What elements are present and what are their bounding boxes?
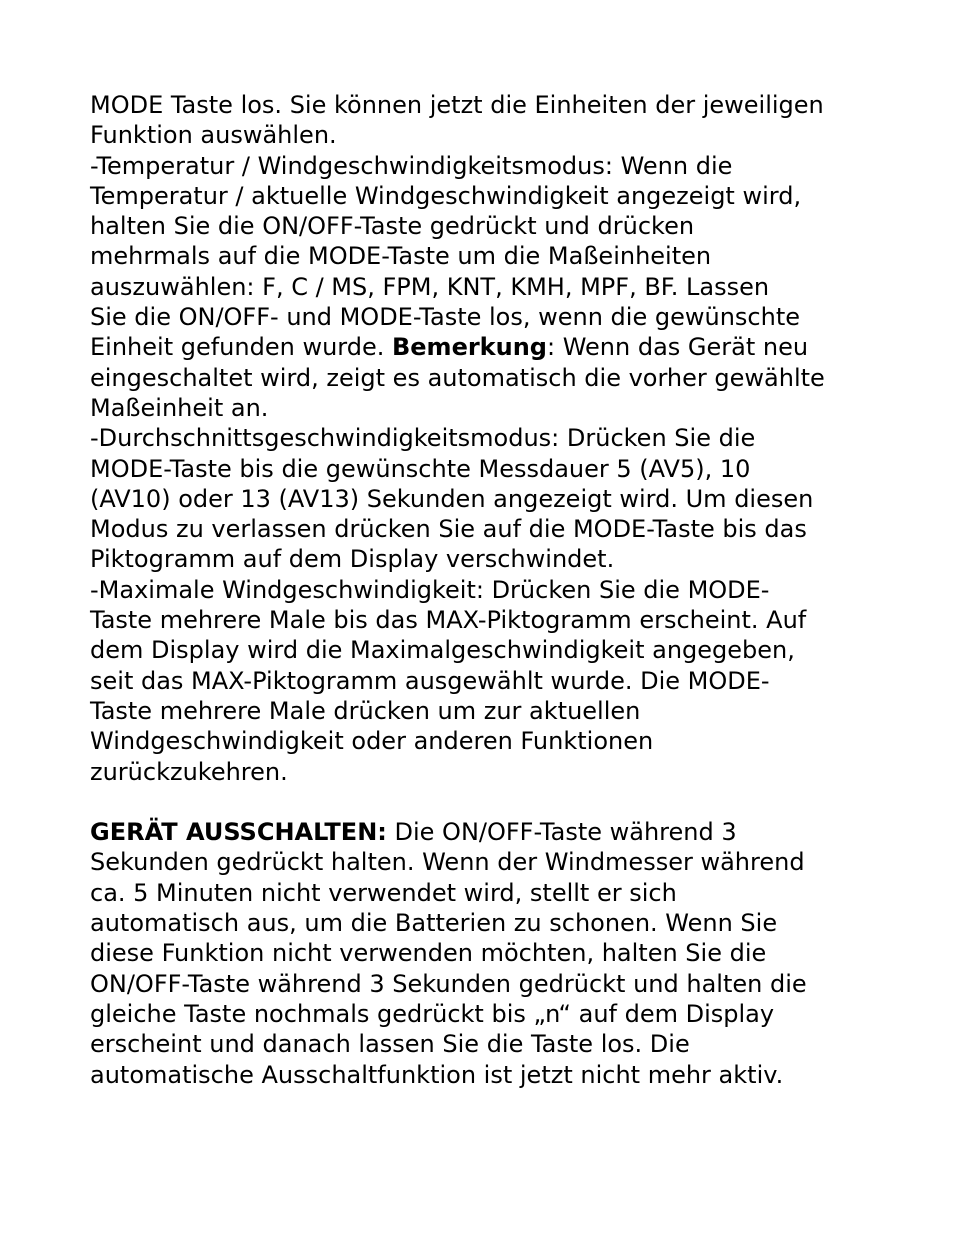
text-line — [90, 817, 880, 847]
text-line: diese Funktion nicht verwenden möchten, halten Sie die — [90, 939, 767, 968]
text-line: eingeschaltet wird, zeigt es automatisch die vorher gewählte — [90, 363, 825, 392]
text-line: Piktogramm auf dem Display verschwindet. — [90, 545, 615, 574]
paragraph-max-wind — [90, 575, 880, 787]
text-line: -Durchschnittsgeschwindigkeitsmodus: Drücken Sie die — [90, 424, 756, 453]
text-line: (AV10) oder 13 (AV13) Sekunden angezeigt wird. Um diesen — [90, 484, 814, 513]
section-heading: GERÄT AUSSCHALTEN: — [90, 818, 387, 847]
paragraph-switch-off — [90, 817, 880, 1090]
text-line: halten Sie die ON/OFF-Taste gedrückt und drücken — [90, 212, 695, 241]
text-line: gleiche Taste nochmals gedrückt bis „n“ auf dem Display — [90, 999, 775, 1028]
text-line: seit das MAX-Piktogramm ausgewählt wurde. Die MODE- — [90, 666, 770, 695]
text-line: automatische Ausschaltfunktion ist jetzt nicht mehr aktiv. — [90, 1060, 784, 1089]
paragraph-units — [90, 90, 880, 151]
text-line: -Maximale Windgeschwindigkeit: Drücken Sie die MODE- — [90, 575, 770, 604]
text-line: Sekunden gedrückt halten. Wenn der Windmesser während — [90, 848, 805, 877]
text-line: Maßeinheit an. — [90, 393, 269, 422]
text-line: automatisch aus, um die Batterien zu schonen. Wenn Sie — [90, 909, 778, 938]
paragraph-temperature-mode — [90, 151, 880, 424]
text-segment: Die ON/OFF-Taste während 3 — [386, 818, 737, 847]
text-line: mehrmals auf die MODE-Taste um die Maßeinheiten — [90, 242, 712, 271]
text-line: ca. 5 Minuten nicht verwendet wird, stellt er sich — [90, 878, 677, 907]
text-line: -Temperatur / Windgeschwindigkeitsmodus: Wenn die — [90, 151, 733, 180]
text-line: Windgeschwindigkeit oder anderen Funktionen — [90, 727, 654, 756]
text-line: MODE-Taste bis die gewünschte Messdauer 5 (AV5), 10 — [90, 454, 751, 483]
document-page — [90, 90, 880, 1090]
text-line: MODE Taste los. Sie können jetzt die Einheiten der jeweiligen — [90, 91, 824, 119]
text-line: Temperatur / aktuelle Windgeschwindigkeit angezeigt wird, — [90, 181, 802, 210]
text-line: Taste mehrere Male drücken um zur aktuellen — [90, 696, 641, 725]
text-line: dem Display wird die Maximalgeschwindigkeit angegeben, — [90, 636, 795, 665]
remark-label: Bemerkung — [391, 333, 547, 362]
text-line: Taste mehrere Male bis das MAX-Piktogramm erscheint. Auf — [90, 606, 807, 635]
text-line: zurückzukehren. — [90, 757, 288, 786]
text-line: Modus zu verlassen drücken Sie auf die MODE-Taste bis das — [90, 515, 807, 544]
text-line — [90, 332, 880, 362]
text-segment: : Wenn das Gerät neu — [547, 333, 809, 362]
paragraph-average-mode — [90, 423, 880, 574]
text-line: auszuwählen: F, C / MS, FPM, KNT, KMH, MPF, BF. Lassen — [90, 272, 770, 301]
text-segment: Einheit gefunden wurde. — [90, 333, 392, 362]
text-line: ON/OFF-Taste während 3 Sekunden gedrückt und halten die — [90, 969, 807, 998]
text-line: erscheint und danach lassen Sie die Taste los. Die — [90, 1030, 690, 1059]
text-line: Funktion auswählen. — [90, 121, 337, 150]
paragraph-spacer — [90, 787, 880, 817]
text-line: Sie die ON/OFF- und MODE-Taste los, wenn die gewünschte — [90, 303, 800, 332]
